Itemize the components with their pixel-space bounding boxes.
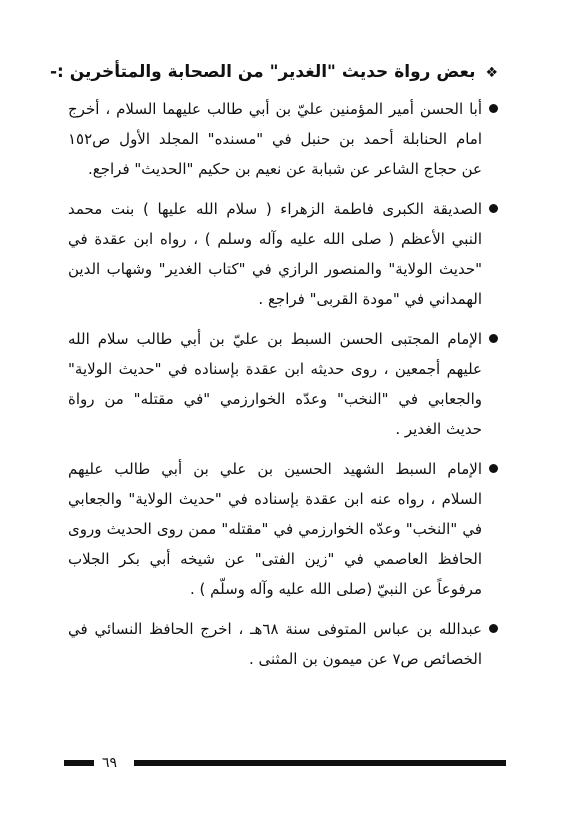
text-line: امام الحنابلة أحمد بن حنبل في "مسنده" المجلد الأول ص١٥٢ bbox=[68, 130, 482, 148]
text-line: "حديث الولاية" والمنصور الرازي في "كتاب الغدير" وشهاب الدين bbox=[68, 260, 482, 278]
bullet-dot-icon bbox=[489, 464, 498, 473]
text-line: في "النخب" وعدّه الخوارزمي في "مقتله" ممن روى الحديث وروى bbox=[68, 520, 482, 538]
text-line: أبا الحسن أمير المؤمنين عليّ بن أبي طالب عليهما السلام ، أخرج bbox=[68, 100, 482, 118]
text-line: والجعابي في "النخب" وعدّه الخوارزمي "في مقتله" من رواة bbox=[68, 390, 482, 408]
text-line: حديث الغدير . bbox=[395, 420, 482, 438]
diamond-bullet-icon: ❖ bbox=[485, 65, 498, 81]
list-item bbox=[68, 94, 498, 184]
section-heading-text: بعض رواة حديث "الغدير" من الصحابة والمتأخرين :- bbox=[49, 62, 476, 82]
footer-rule-short bbox=[64, 760, 94, 766]
text-line: الحافظ العاصمي في "زين الفتى" عن شيخه أبي بكر الجلاب bbox=[68, 550, 482, 568]
footer-rule-long bbox=[134, 760, 506, 766]
list-item bbox=[68, 454, 498, 604]
section-heading bbox=[50, 60, 498, 85]
text-line: عليهم أجمعين ، روى حديثه ابن عقدة بإسناده في "حديث الولاية" bbox=[68, 360, 482, 378]
text-line: الإمام السبط الشهيد الحسين بن علي بن أبي طالب عليهم bbox=[68, 460, 482, 478]
bullet-dot-icon bbox=[489, 104, 498, 113]
text-line: الصديقة الكبرى فاطمة الزهراء ( سلام الله عليها ) بنت محمد bbox=[68, 200, 482, 218]
text-line: عن حجاج الشاعر عن شبابة عن نعيم بن حكيم "الحديث" فراجع. bbox=[87, 160, 482, 178]
text-line: الخصائص ص٧ عن ميمون بن المثنى . bbox=[248, 650, 482, 668]
text-line: الهمداني في "مودة القربى" فراجع . bbox=[258, 290, 482, 308]
bullet-dot-icon bbox=[489, 334, 498, 343]
page-number: ٦٩ bbox=[102, 755, 118, 771]
bullet-dot-icon bbox=[489, 204, 498, 213]
text-line: مرفوعاً عن النبيّ (صلى الله عليه وآله وسلّم ) . bbox=[189, 580, 482, 598]
text-line: عبدالله بن عباس المتوفى سنة ٦٨هـ ، اخرج الحافظ النسائي في bbox=[68, 620, 482, 638]
list-item bbox=[68, 194, 498, 314]
text-line: النبي الأعظم ( صلى الله عليه وآله وسلم ) ، رواه ابن عقدة في bbox=[68, 230, 482, 248]
page-footer bbox=[64, 754, 506, 774]
text-line: السلام ، رواه عنه ابن عقدة بإسناده في "حديث الولاية" والجعابي bbox=[68, 490, 482, 508]
list-item bbox=[68, 324, 498, 444]
list-item bbox=[68, 614, 498, 674]
text-line: الإمام المجتبى الحسن السبط بن عليّ بن أبي طالب سلام الله bbox=[68, 330, 482, 348]
bullet-dot-icon bbox=[489, 624, 498, 633]
narrators-list bbox=[68, 94, 498, 684]
